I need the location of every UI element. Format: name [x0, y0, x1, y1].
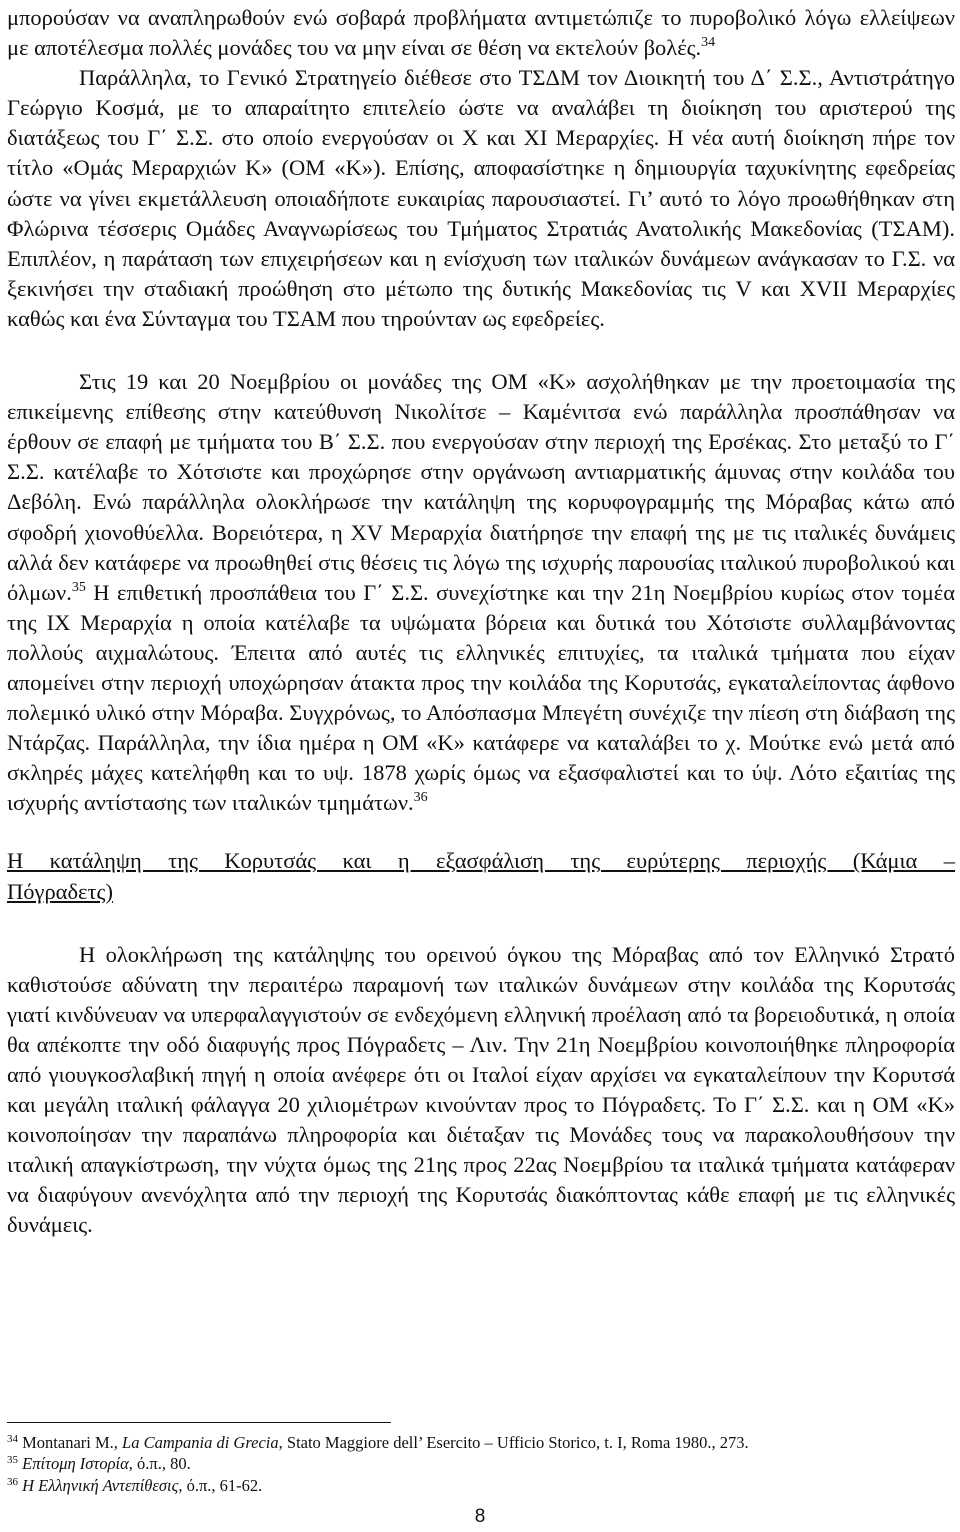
- paragraph-korytsa-capture: Η ολοκλήρωση της κατάληψης του ορεινού όγκου της Μόραβας από τον Ελληνικό Στρατό καθιστούσε αδύνατη την περαιτέρω παραμονή των ιταλικών δυνάμεων στην κοιλάδα της Κορυτσάς γιατί κινδύνευαν να υπερφαλαγγιστούν σε ενδεχόμενη ελληνική προέλαση από τα βορειοδυτικά, η οποία θα απέκοπτε την οδό διαφυγής προς Πόγραδετς – Λιν. Την 21η Νοεμβρίου κοινοποιήθηκε πληροφορία από γιουγκοσλαβική πηγή η οποία ανέφερε ότι οι Ιταλοί είχαν αρχίσει να εγκαταλείπουν την Κορυτσά και μεγάλη ιταλική φάλαγγα 20 χιλιομέτρων κινούνταν προς το Πόγραδετς. Το Γ΄ Σ.Σ. και η ΟΜ «Κ» κοινοποίησαν την παραπάνω πληροφορία και διέταξαν τις Μονάδες τους να παρακολουθήσουν την ιταλική απαγκίστρωση, την νύχτα όμως της 21ης προς 22ας Νοεμβρίου τα ιταλικά τμήματα κατάφεραν να διαφύγουν ανενόχλητα από την περιοχή της Κορυτσάς διακόπτοντας κάθε επαφή με τις ελληνικές δυνάμεις.: [7, 941, 955, 1238]
- footnote-number: 34: [7, 1433, 18, 1445]
- footnote-separator: [7, 1422, 391, 1423]
- footnote-ref-36[interactable]: 36: [413, 790, 428, 806]
- footnote-text: , Stato Maggiore dell’ Esercito – Ufficio Storico, t. I, Roma 1980., 273.: [278, 1433, 749, 1452]
- footnote-title: La Campania di Grecia: [122, 1433, 279, 1452]
- page-number: 8: [474, 1506, 486, 1527]
- footnote-number: 35: [7, 1454, 18, 1467]
- heading-line: Η κατάληψη της Κορυτσάς και η εξασφάλιση της ευρύτερης περιοχής (Κάμια –: [7, 848, 955, 874]
- paragraph-november-operations: [7, 367, 955, 818]
- footnote-36: [7, 1475, 955, 1496]
- heading-line: Πόγραδετς): [7, 878, 113, 904]
- section-heading: [7, 846, 955, 906]
- paragraph-gap: [7, 907, 955, 940]
- paragraph-text: μπορούσαν να αναπληρωθούν ενώ σοβαρά προβλήματα αντιμετώπιζε το πυροβολικό λόγω ελλείψεων με αποτέλεσμα πολλές μονάδες του να μην είναι σε θέση να εκτελούν βολές.: [7, 5, 955, 61]
- paragraph-continuation: [7, 3, 955, 63]
- footnote-34: [7, 1432, 955, 1453]
- footnote-title: Η Ελληνική Αντεπίθεσις: [22, 1475, 179, 1495]
- footnote-title: Επίτομη Ιστορία: [22, 1454, 129, 1474]
- paragraph-gap: [7, 334, 955, 367]
- body-text: [7, 3, 955, 1241]
- footnote-ref-34[interactable]: 34: [701, 35, 716, 51]
- paragraph-text: Στις 19 και 20 Νοεμβρίου οι μονάδες της ΟΜ «Κ» ασχολήθηκαν με την προετοιμασία της επικείμενης επίθεσης στην κατεύθυνση Νικολίτσε – Καμένιτσα ενώ παράλληλα προσπάθησαν να έρθουν σε επαφή με τμήματα του Β΄ Σ.Σ. που ενεργούσαν στην περιοχή της Ερσέκας. Στο μεταξύ το Γ΄ Σ.Σ. κατέλαβε το Χότσιστε και προχώρησε στην οργάνωση αντιαρματικής άμυνας στην κοιλάδα του Δεβόλη. Ενώ παράλληλα ολοκλήρωσε την κατάληψη της κορυφογραμμής της Μόραβας κάτω από σφοδρή χιονοθύελλα. Βορειότερα, η XV Μεραρχία διατήρησε την επαφή της με τις ιταλικές δυνάμεις αλλά δεν κατάφερε να προωθηθεί στις θέσεις τις λόγω της ισχυρής παρουσίας ιταλικού πυροβολικού και όλμων.: [7, 369, 955, 605]
- footnote-text: Montanari M.,: [22, 1433, 123, 1452]
- paragraph-text: Η επιθετική προσπάθεια του Γ΄ Σ.Σ. συνεχίστηκε και την 21η Νοεμβρίου κυρίως στον τομέα της ΙΧ Μεραρχία η οποία κατέλαβε τα υψώματα βόρεια και δυτικά του Χότσιστε συλλαμβάνοντας πολλούς αιχμαλώτους. Έπειτα από αυτές τις ελληνικές επιτυχίες, τα ιταλικά τμήματα που είχαν απομείνει στην περιοχή υποχώρησαν άτακτα προς την κοιλάδα της Κορυτσάς, εγκαταλείποντας άφθονο πολεμικό υλικό στην Μόραβα. Συγχρόνως, το Απόσπασμα Μπεγέτη συνέχιζε την πίεση στη διάβαση της Ντάρζας. Παράλληλα, την ίδια ημέρα η ΟΜ «Κ» κατάφερε να καταλάβει το χ. Μούτκε ενώ μετά από σκληρές μάχες κατελήφθη και το υψ. 1878 χωρίς όμως να εξασφαλιστεί και το ύψ. Λότο εξαιτίας της ισχυρής αντίστασης των ιταλικών τμημάτων.: [7, 579, 955, 816]
- footnote-text: , ό.π., 61-62.: [178, 1475, 263, 1495]
- footnotes: [7, 1432, 955, 1496]
- footnote-ref-35[interactable]: 35: [71, 579, 86, 595]
- paragraph-general-hq: Παράλληλα, το Γενικό Στρατηγείο διέθεσε στο ΤΣΔΜ τον Διοικητή του Δ΄ Σ.Σ., Αντιστράτηγο Γεώργιο Κοσμά, με το απαραίτητο επιτελείο ώστε να αναλάβει τη διοίκηση του αριστερού της διατάξεως του Γ΄ Σ.Σ. στο οποίο ενεργούσαν οι Χ και ΧΙ Μεραρχίες. Η νέα αυτή διοίκηση πήρε τον τίτλο «Ομάς Μεραρχιών Κ» (ΟΜ «Κ»). Επίσης, αποφασίστηκε η δημιουργία ταχυκίνητης εφεδρείας ώστε να γίνει εκμετάλλευση οποιαδήποτε ευκαιρίας παρουσιαστεί. Γι’ αυτό το λόγο προωθήθηκαν στη Φλώρινα τέσσερις Ομάδες Αναγνωρίσεως του Τμήματος Στρατιάς Ανατολικής Μακεδονίας (ΤΣΑΜ). Επιπλέον, η παράταση των επιχειρήσεων και η ενίσχυση των ιταλικών δυνάμεων ανάγκασαν το Γ.Σ. να ξεκινήσει την σταδιακή προώθηση στο μέτωπο της δυτικής Μακεδονίας τις V και XVII Μεραρχίες καθώς και ένα Σύνταγμα του ΤΣΑΜ που τηρούνταν ως εφεδρείες.: [7, 65, 955, 331]
- footnote-number: 36: [7, 1475, 18, 1488]
- section-gap: [7, 818, 955, 846]
- footnote-35: [7, 1453, 955, 1474]
- footnote-text: , ό.π., 80.: [128, 1454, 191, 1474]
